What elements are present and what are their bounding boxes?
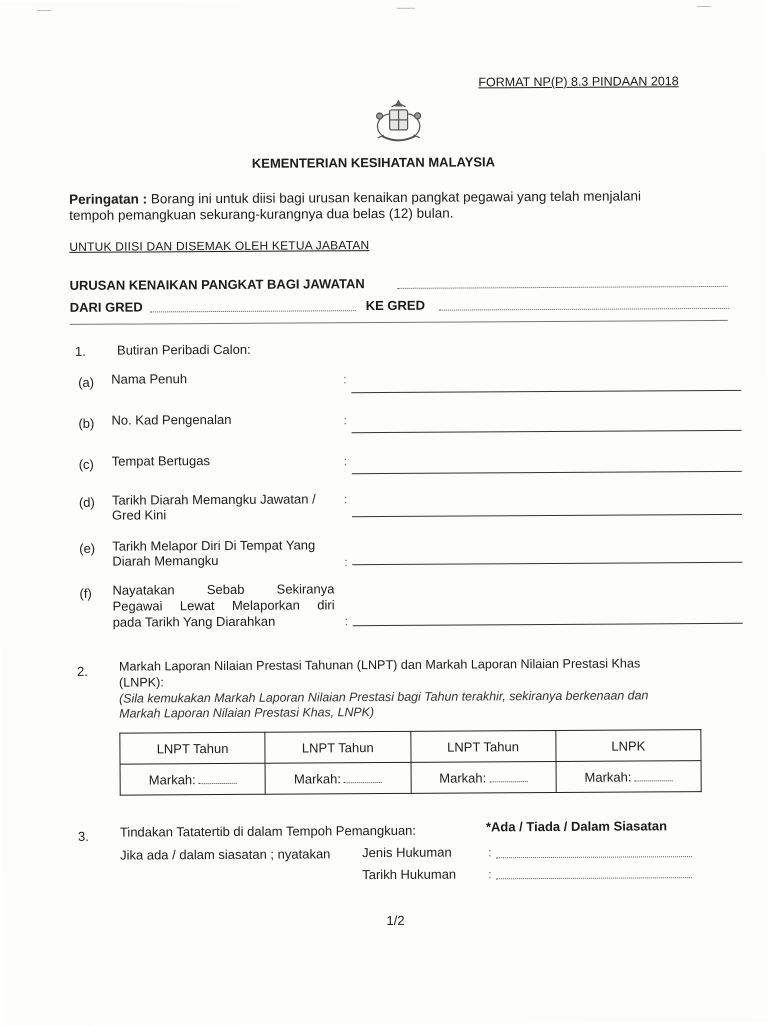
from-grade-input-line[interactable] <box>150 310 356 312</box>
scan-mark <box>697 6 711 7</box>
marks-label: Markah: <box>584 769 631 784</box>
coat-of-arms-icon <box>367 98 429 148</box>
penalty-date-input-line[interactable] <box>496 877 692 879</box>
item-colon: : <box>343 372 346 386</box>
section2-title-line-1: Markah Laporan Nilaian Prestasi Tahunan (LNPT) dan Markah Laporan Nilaian Prestasi Khas <box>119 656 640 674</box>
discipline-options[interactable]: *Ada / Tiada / Dalam Siasatan <box>486 818 667 834</box>
item-letter: (e) <box>79 541 95 556</box>
if-present-label: Jika ada / dalam siasatan ; nyatakan <box>120 846 330 862</box>
warning-separator: : <box>143 191 148 206</box>
item-colon: : <box>345 614 348 628</box>
marks-cell[interactable] <box>265 762 410 794</box>
marks-input-line[interactable] <box>199 782 237 783</box>
penalty-date-colon: : <box>488 867 491 881</box>
section2-number: 2. <box>77 664 88 679</box>
post-input-line[interactable] <box>398 286 728 289</box>
section2-note-line-1: (Sila kemukakan Markah Laporan Nilaian Prestasi bagi Tahun terakhir, sekiranya berkenaan dan <box>119 688 648 706</box>
item-label-report-date-line-2: Diarah Memangku <box>112 553 218 569</box>
table-header-cell: LNPT Tahun <box>120 732 265 764</box>
item-colon: : <box>344 454 347 468</box>
table-header-cell: LNPK <box>556 730 701 762</box>
warning-label: Peringatan <box>69 191 139 206</box>
item-label-report-date-line-1: Tarikh Melapor Diri Di Tempat Yang <box>112 537 315 553</box>
item-label-acting-date-line-1: Tarikh Diarah Memangku Jawatan / <box>112 491 316 507</box>
marks-cell[interactable] <box>411 761 556 793</box>
lnpt-marks-table <box>119 729 701 796</box>
penalty-type-label: Jenis Hukuman <box>362 845 452 861</box>
format-code: FORMAT NP(P) 8.3 PINDAAN 2018 <box>478 74 678 90</box>
penalty-date-label: Tarikh Hukuman <box>362 867 456 883</box>
full-name-input-line[interactable] <box>351 390 741 393</box>
warning-line-1: Borang ini untuk diisi bagi urusan kenaikan pangkat pegawai yang telah menjalani <box>151 188 641 206</box>
section2-note-line-2: Markah Laporan Nilaian Prestasi Khas, LNPK) <box>119 705 374 722</box>
item-letter: (c) <box>79 457 94 472</box>
table-row <box>120 761 701 796</box>
marks-cell[interactable] <box>556 761 701 793</box>
report-date-input-line[interactable] <box>352 562 742 565</box>
item-letter: (f) <box>79 586 91 601</box>
acting-date-input-line[interactable] <box>352 514 742 517</box>
marks-label: Markah: <box>294 771 341 786</box>
workplace-input-line[interactable] <box>352 471 742 474</box>
ministry-title: KEMENTERIAN KESIHATAN MALAYSIA <box>252 154 495 170</box>
item-label-acting-date-line-2: Gred Kini <box>112 507 166 522</box>
section1-title: Butiran Peribadi Calon: <box>117 342 251 358</box>
from-grade-label: DARI GRED <box>70 299 143 314</box>
item-letter: (d) <box>79 495 95 510</box>
page-number: 1/2 <box>386 913 404 928</box>
to-grade-input-line[interactable] <box>439 308 729 311</box>
item-label-late-reason-line-2: Pegawai Lewat Melaporkan diri <box>113 597 335 613</box>
section3-title: Tindakan Tatatertib di dalam Tempoh Pemangkuan: <box>120 823 416 840</box>
late-reason-input-line[interactable] <box>353 623 743 626</box>
section1-number: 1. <box>75 344 86 359</box>
table-header-row <box>120 730 701 765</box>
item-label-workplace: Tempat Bertugas <box>112 453 210 469</box>
ic-number-input-line[interactable] <box>352 430 742 433</box>
table-header-cell: LNPT Tahun <box>265 731 410 763</box>
marks-cell[interactable] <box>120 763 265 795</box>
warning-paragraph <box>69 188 641 206</box>
item-colon: : <box>343 413 346 427</box>
post-label: URUSAN KENAIKAN PANGKAT BAGI JAWATAN <box>70 276 365 293</box>
table-header-cell: LNPT Tahun <box>410 730 555 762</box>
marks-input-line[interactable] <box>344 782 382 783</box>
item-label-late-reason-line-3: pada Tarikh Yang Diarahkan <box>113 614 276 630</box>
item-colon: : <box>344 555 347 569</box>
section3-number: 3. <box>78 829 89 844</box>
marks-label: Markah: <box>439 770 486 785</box>
marks-input-line[interactable] <box>489 781 527 782</box>
section-heading: UNTUK DIISI DAN DISEMAK OLEH KETUA JABATAN <box>69 238 369 255</box>
item-letter: (b) <box>78 416 94 431</box>
scan-mark <box>37 10 51 11</box>
penalty-type-input-line[interactable] <box>496 856 692 858</box>
item-label-ic-number: No. Kad Pengenalan <box>111 412 231 428</box>
marks-label: Markah: <box>149 772 196 787</box>
to-grade-label: KE GRED <box>366 298 425 313</box>
scan-mark <box>397 8 415 9</box>
warning-line-2: tempoh pemangkuan sekurang-kurangnya dua belas (12) bulan. <box>69 206 453 223</box>
item-label-full-name: Nama Penuh <box>111 371 187 386</box>
item-colon: : <box>344 492 347 506</box>
penalty-type-colon: : <box>488 845 491 859</box>
divider <box>70 320 728 325</box>
section2-title-line-2: (LNPK): <box>119 675 164 690</box>
item-label-late-reason-line-1: Nayatakan Sebab Sekiranya <box>112 581 334 597</box>
item-letter: (a) <box>78 375 94 390</box>
marks-input-line[interactable] <box>635 780 673 781</box>
